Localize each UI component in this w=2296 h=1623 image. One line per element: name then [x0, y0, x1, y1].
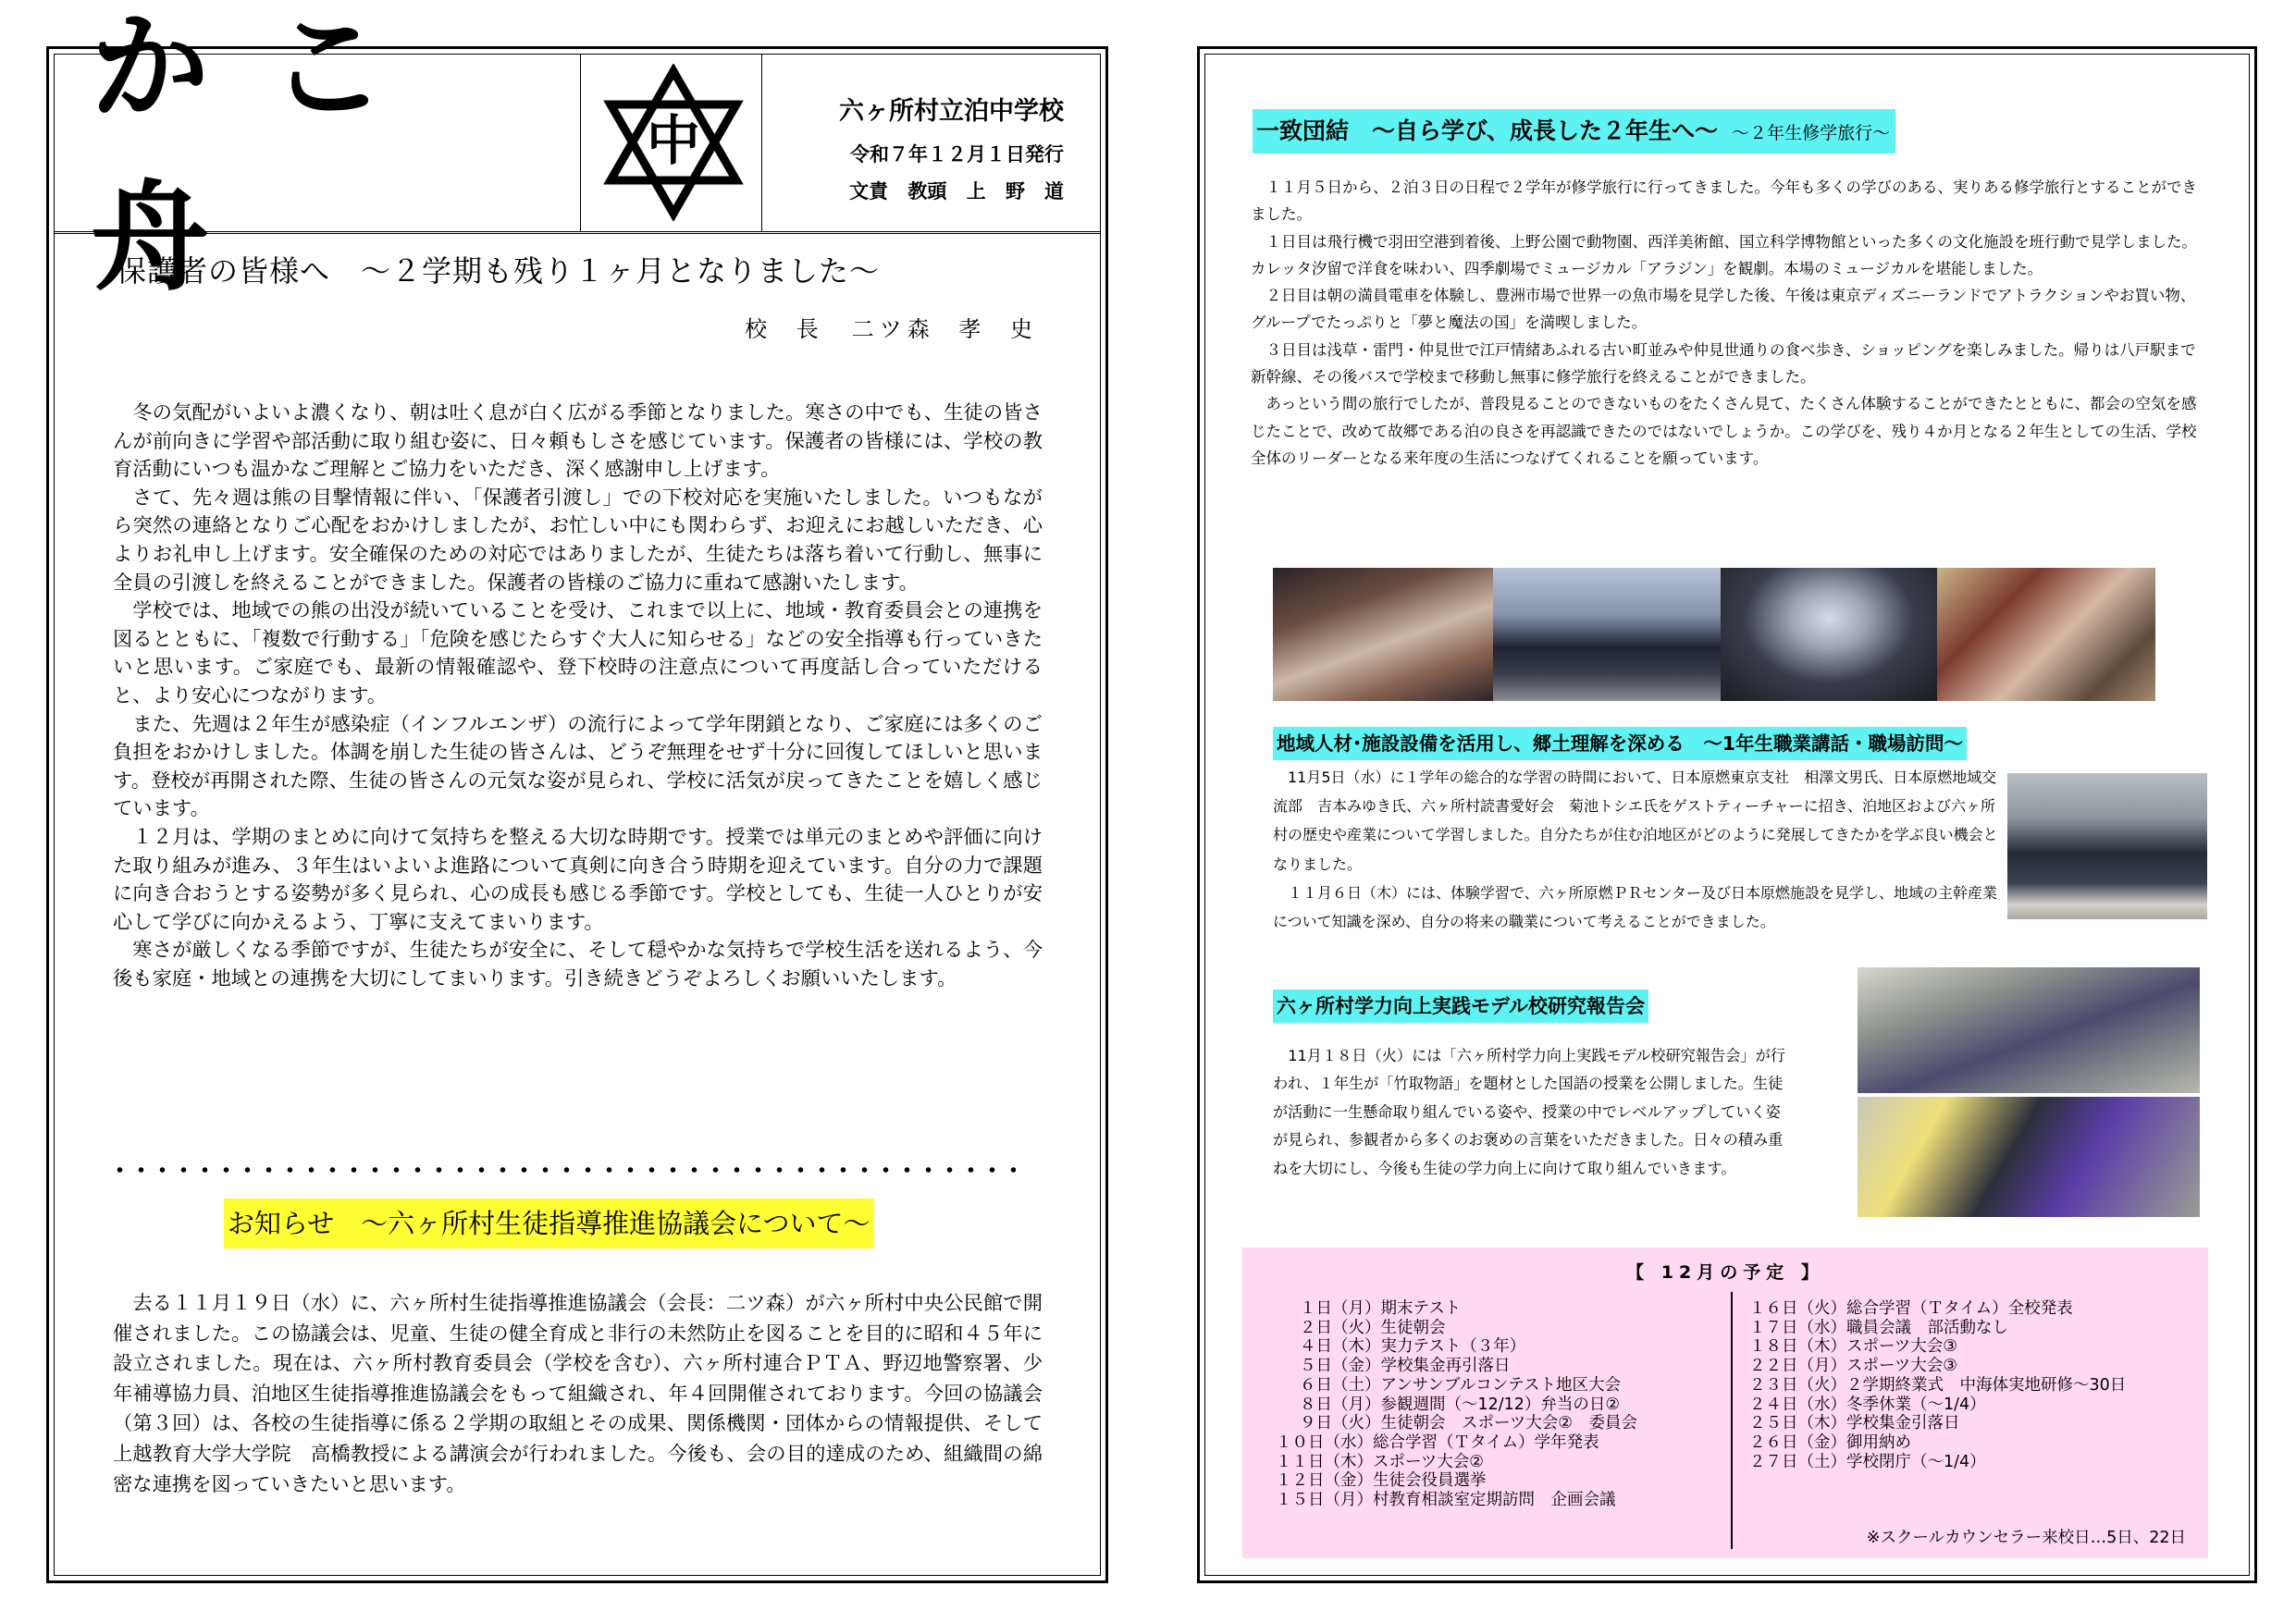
schedule-item: １７日（水）職員会議 部活動なし: [1749, 1318, 2008, 1337]
schedule-item: ５日（金）学校集金再引落日: [1300, 1357, 1511, 1376]
schedule-item: ９日（火）生徒朝会 スポーツ大会② 委員会: [1300, 1414, 1637, 1433]
career-paragraph: １１月６日（木）には、体験学習で、六ヶ所原燃ＰＲセンター及び日本原燃施設を見学し、地域の主幹産業について知識を深め、自分の将来の職業について考えることができました。: [1273, 883, 1998, 931]
career-body: [1273, 763, 2002, 936]
schedule-item: ２日（火）生徒朝会: [1300, 1318, 1446, 1337]
research-heading: [1273, 990, 1648, 1023]
trip-body: [1251, 174, 2207, 472]
schedule-left-column: [1253, 1299, 1637, 1510]
newsletter-title: かこ舟: [54, 54, 581, 231]
trip-paragraph: １日目は飛行機で羽田空港到着後、上野公園で動物園、西洋美術館、国立科学博物館といった多くの文化施設を班行動で見学しました。カレッタ汐留で洋食を味わい、四季劇場でミュージカル「アラジン」を観劇。本場のミュージカルを堪能しました。: [1251, 232, 2197, 277]
trip-heading: [1253, 109, 1895, 154]
schedule-item: １６日（火）総合学習（Ｔタイム）全校発表: [1749, 1299, 2073, 1318]
schedule-item: ２３日（火）２学期終業式 中海体実地研修～30日: [1749, 1375, 2127, 1395]
trip-photo-1: [1273, 568, 1493, 701]
school-emblem-icon: [586, 54, 762, 231]
research-photo-1: [1858, 967, 2200, 1093]
schedule-item: １日（月）期末テスト: [1300, 1299, 1462, 1318]
trip-photo-4: [1937, 568, 2155, 701]
research-body: [1273, 1042, 1787, 1183]
trip-paragraph: ３日目は浅草・雷門・仲見世で江戸情緒あふれる古い町並みや仲見世通りの食べ歩き、ショッピングを楽しみました。帰りは八戸駅まで新幹線、その後バスで学校まで移動し無事に修学旅行を終えることができました。: [1251, 340, 2196, 387]
principal-paragraph: １２月は、学期のまとめに向けて気持ちを整える大切な時期です。授業では単元のまとめや評価に向けた取り組みが進み、３年生はいよいよ進路について真剣に向き合う時期を迎えています。自分の力で課題に向き合おうとする姿勢が多く見られ、心の成長も感じる季節です。学校としても、生徒一人ひとりが安心して学びに向かえるよう、丁寧に支えてまいります。: [113, 825, 1043, 934]
trip-paragraph: ２日目は朝の満員電車を体験し、豊洲市場で世界一の魚市場を見学した後、午後は東京ディズニーランドでアトラクションやお買い物、グループでたっぷりと「夢と魔法の国」を満喫しました。: [1251, 287, 2196, 332]
research-paragraph: 11月１８日（火）には「六ヶ所村学力向上実践モデル校研究報告会」が行われ、１年生が「竹取物語」を題材とした国語の授業を公開しました。生徒が活動に一生懸命取り組んでいる姿や、授業の中でレベルアップしていく姿が見られ、参観者から多くのお褒めの言葉をいただきました。日々の積み重ねを大切にし、今後も生徒の学力向上に向けて取り組んでいきます。: [1273, 1047, 1785, 1177]
principal-paragraph: また、先週は２年生が感染症（インフルエンザ）の流行によって学年閉鎖となり、ご家庭には多くのご負担をおかけしました。体調を崩した生徒の皆さんは、どうぞ無理をせず十分に回復してほしいと思います。登校が再開された際、生徒の皆さんの元気な姿が見られ、学校に活気が戻ってきたことを嬉しく感じています。: [113, 712, 1043, 821]
schedule-item: ２４日（水）冬季休業（～1/4）: [1749, 1395, 1986, 1414]
principal-body: [113, 400, 1043, 993]
schedule-item: ８日（月）参観週間（～12/12）弁当の日②: [1300, 1395, 1621, 1414]
career-paragraph: 11月5日（水）に１学年の総合的な学習の時間において、日本原燃東京支社 相澤文男氏、日本原燃地域交流部 吉本みゆき氏、六ヶ所村読書愛好会 菊池トシエ氏をゲストティーチャーに招き、泊地区および六ヶ所村の歴史や産業について学習しました。自分たちが住む泊地区がどのように発展してきたかを学ぶ良い機会となりました。: [1273, 768, 1998, 873]
principal-author: 校 長 二ツ森 孝 史: [745, 316, 1038, 342]
trip-heading-main: 一致団結 ～自ら学び、成長した２年生へ～: [1256, 117, 1719, 144]
principal-paragraph: 寒さが厳しくなる季節ですが、生徒たちが安全に、そして穏やかな気持ちで学校生活を送れるよう、今後も家庭・地域との連携を大切にしてまいります。引き続きどうぞよろしくお願いいたします。: [113, 939, 1043, 990]
schedule-divider: [1731, 1292, 1733, 1549]
schedule-item: ６日（土）アンサンブルコンテスト地区大会: [1300, 1375, 1622, 1395]
trip-heading-sub: ～２年生修学旅行～: [1732, 123, 1891, 143]
emblem-character: 中: [646, 109, 701, 172]
masthead-info: [766, 54, 1101, 231]
schedule-item: １８日（木）スポーツ大会③: [1749, 1337, 1957, 1357]
principal-heading: 保護者の皆様へ ～２学期も残り１ヶ月となりました～: [117, 253, 881, 289]
schedule-item: １５日（月）村教育相談室定期訪問 企画会議: [1276, 1491, 1616, 1510]
principal-paragraph: 冬の気配がいよいよ濃くなり、朝は吐く息が白く広がる季節となりました。寒さの中でも、生徒の皆さんが前向きに学習や部活動に取り組む姿に、日々頼もしさを感じています。保護者の皆様には、学校の教育活動にいつも温かなご理解とご協力をいただき、深く感謝申し上げます。: [113, 401, 1043, 482]
trip-photo-3: [1721, 568, 1937, 701]
research-photo-2: [1858, 1097, 2200, 1217]
career-heading-text: 地域人材･施設設備を活用し、郷土理解を深める ～1年生職業講話・職場訪問～: [1277, 732, 1964, 755]
schedule-right-column: [1749, 1299, 2126, 1471]
schedule-item: ２７日（土）学校閉庁（～1/4）: [1749, 1452, 1986, 1471]
trip-paragraph: １１月５日から、２泊３日の日程で２学年が修学旅行に行ってきました。今年も多くの学びのある、実りある修学旅行とすることができました。: [1251, 178, 2197, 224]
career-group-photo: [2007, 773, 2207, 919]
notice-heading-text: お知らせ ～六ヶ所村生徒指導推進協議会について～: [228, 1208, 870, 1239]
schedule-item: ２６日（金）御用納め: [1749, 1432, 1911, 1452]
schedule-item: １１日（木）スポーツ大会②: [1276, 1452, 1484, 1471]
dotted-divider: [109, 1167, 1016, 1173]
notice-paragraph: 去る１１月１９日（水）に、六ヶ所村生徒指導推進協議会（会長：二ツ森）が六ヶ所村中央公民館で開催されました。この協議会は、児童、生徒の健全育成と非行の未然防止を図ることを目的に昭和４５年に設立されました。現在は、六ヶ所村教育委員会（学校を含む）、六ヶ所村連合ＰＴＡ、野辺地警察署、少年補導協力員、泊地区生徒指導推進協議会をもって組織され、年４回開催されております。今回の協議会（第３回）は、各校の生徒指導に係る２学期の取組とその成果、関係機関・団体からの情報提供、そして上越教育大学大学院 高橋教授による講演会が行われました。今後も、会の目的達成のため、組織間の綿密な連携を図っていきたいと思います。: [113, 1292, 1043, 1496]
school-name: 六ヶ所村立泊中学校: [839, 97, 1064, 126]
research-heading-text: 六ヶ所村学力向上実践モデル校研究報告会: [1277, 995, 1645, 1017]
issue-date: 令和７年１２月１日発行: [850, 142, 1064, 166]
schedule-item: ２２日（月）スポーツ大会③: [1749, 1357, 1957, 1376]
principal-paragraph: さて、先々週は熊の目撃情報に伴い、「保護者引渡し」での下校対応を実施いたしました。いつもながら突然の連絡となりご心配をおかけしましたが、お忙しい中にも関わらず、お迎えにお越しいただき、心よりお礼申し上げます。安全確保のための対応ではありましたが、生徒たちは落ち着いて行動し、無事に全員の引渡しを終えることができました。保護者の皆様のご協力に重ねて感謝いたします。: [113, 486, 1043, 595]
schedule-item: １２日（金）生徒会役員選挙: [1276, 1471, 1487, 1491]
counselor-note: ※スクールカウンセラー来校日…5日、22日: [1866, 1529, 2186, 1547]
schedule-title: 【 12月の予定 】: [1626, 1262, 1824, 1283]
notice-heading: [224, 1199, 874, 1248]
principal-paragraph: 学校では、地域での熊の出没が続いていることを受け、これまで以上に、地域・教育委員会との連携を図るとともに、「複数で行動する」「危険を感じたらすぐ大人に知らせる」などの安全指導も行っていきたいと思います。ご家庭でも、最新の情報確認や、登下校時の注意点について再度話し合っていただけると、より安心につながります。: [113, 599, 1043, 707]
schedule-item: １０日（水）総合学習（Ｔタイム）学年発表: [1276, 1432, 1599, 1452]
career-heading: [1273, 727, 1967, 760]
schedule-box: [1242, 1248, 2208, 1558]
schedule-item: ４日（木）実力テスト（３年）: [1300, 1337, 1526, 1357]
editor-credit: 文責 教頭 上 野 道: [849, 179, 1064, 203]
trip-photo-2: [1493, 568, 1721, 701]
trip-paragraph: あっという間の旅行でしたが、普段見ることのできないものをたくさん見て、たくさん体験することができたとともに、都会の空気を感じたことで、改めて故郷である泊の良さを再認識できたのではないでしょうか。この学びを、残り４か月となる２年生としての生活、学校全体のリーダーとなる来年度の生活につなげてくれることを願っています。: [1251, 395, 2197, 467]
schedule-item: ２５日（木）学校集金引落日: [1749, 1414, 1960, 1433]
notice-body: [113, 1289, 1043, 1500]
